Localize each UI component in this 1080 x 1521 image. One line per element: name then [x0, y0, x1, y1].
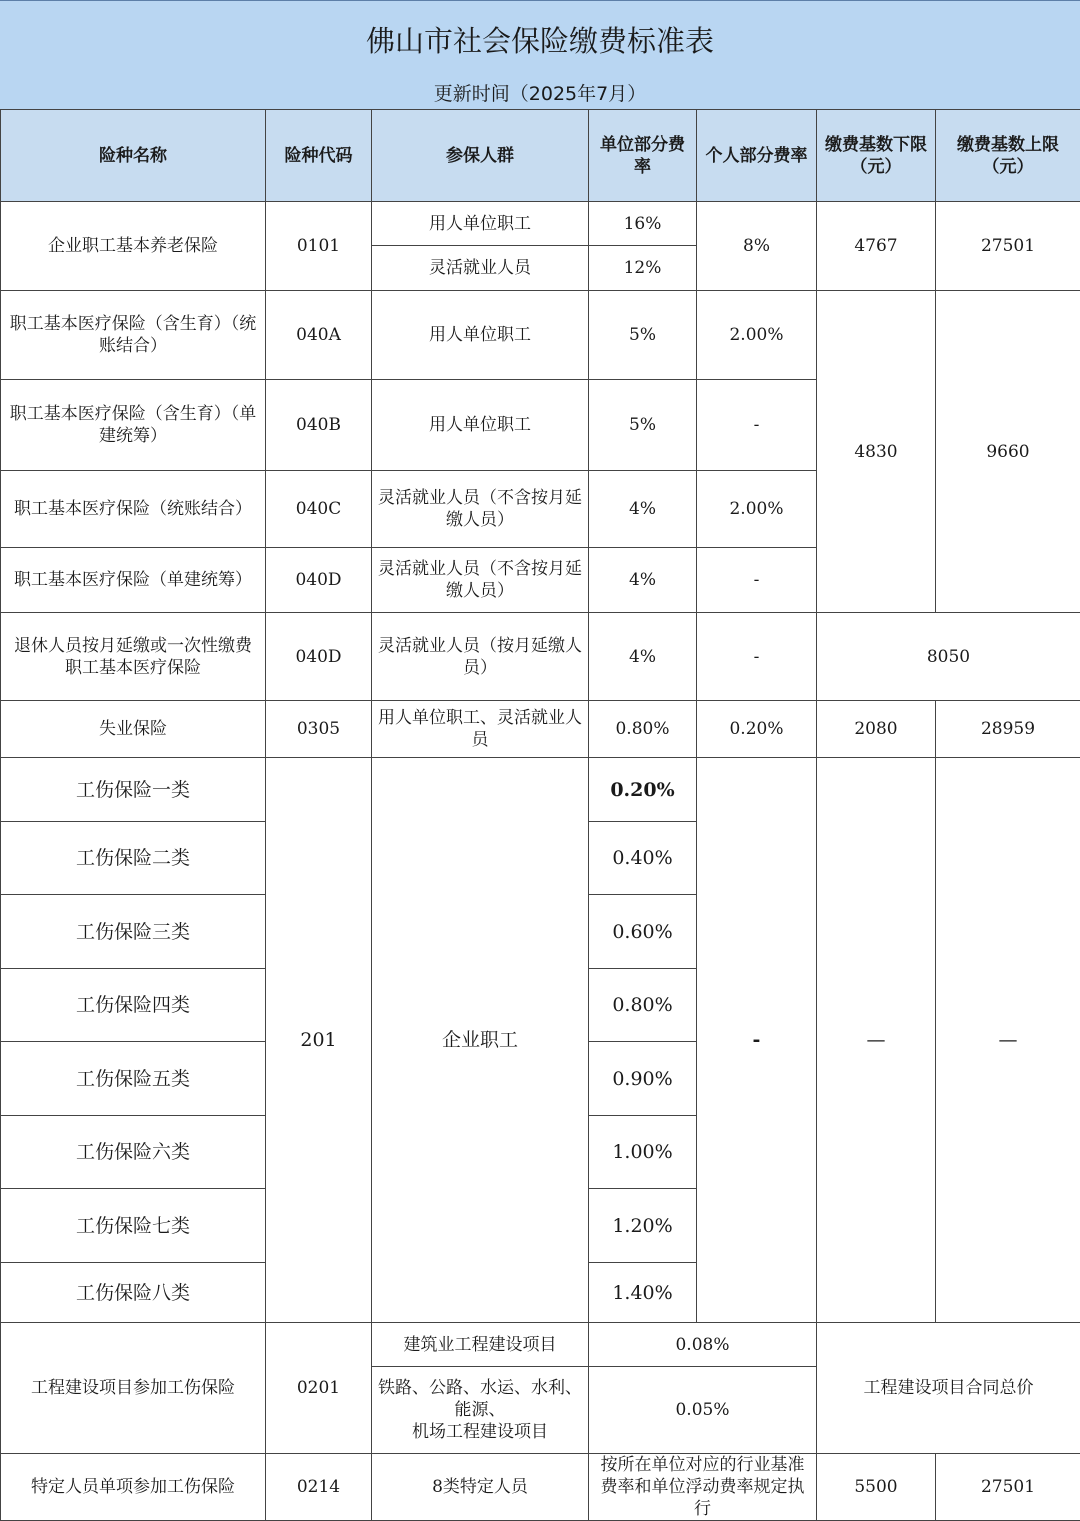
injury-class-name: 工伤保险四类 [1, 969, 266, 1042]
construction-group-2-line-1: 铁路、公路、水运、水利、能源、 [376, 1377, 584, 1421]
pension-row-1 [1, 202, 1080, 246]
construction-base: 工程建设项目合同总价 [817, 1323, 1080, 1454]
pension-code: 0101 [266, 202, 372, 291]
injury-class-name: 工伤保险七类 [1, 1189, 266, 1263]
retiree-row [1, 613, 1080, 701]
medical-d-rate: 4% [589, 548, 697, 613]
construction-group-2 [372, 1367, 589, 1454]
retiree-name [1, 613, 266, 701]
unemployment-rate: 0.80% [589, 701, 697, 758]
page-title: 佛山市社会保险缴费标准表 [0, 19, 1080, 60]
unemployment-row [1, 701, 1080, 758]
pension-group-1: 用人单位职工 [372, 202, 589, 246]
pension-rate-2: 12% [589, 246, 697, 291]
construction-group-2-line-2: 机场工程建设项目 [376, 1421, 584, 1443]
injury-class-name: 工伤保险五类 [1, 1042, 266, 1116]
medical-a-group: 用人单位职工 [372, 291, 589, 380]
unemployment-max: 28959 [936, 701, 1080, 758]
medical-c-name: 职工基本医疗保险（统账结合） [1, 471, 266, 548]
medical-b-name: 职工基本医疗保险（含生育）（单建统筹） [1, 380, 266, 471]
construction-rate-2: 0.05% [589, 1367, 817, 1454]
update-date: 更新时间（2025年7月） [0, 79, 1080, 106]
injury-class-rate: 0.20% [589, 758, 697, 822]
construction-rate-1: 0.08% [589, 1323, 817, 1367]
medical-max: 9660 [936, 291, 1080, 613]
retiree-rate: 4% [589, 613, 697, 701]
unemployment-name: 失业保险 [1, 701, 266, 758]
injury-class-rate: 0.80% [589, 969, 697, 1042]
retiree-code: 040D [266, 613, 372, 701]
injury-class-name: 工伤保险八类 [1, 1263, 266, 1323]
injury-class-rate: 0.40% [589, 822, 697, 895]
injury-code: 201 [266, 758, 372, 1323]
injury-class-rate: 1.00% [589, 1116, 697, 1189]
medical-b-rate: 5% [589, 380, 697, 471]
construction-code: 0201 [266, 1323, 372, 1454]
injury-class-name: 工伤保险六类 [1, 1116, 266, 1189]
medical-b-personal: - [697, 380, 817, 471]
header-unit-rate: 单位部分费率 [589, 110, 697, 202]
insurance-table [0, 109, 1080, 1521]
title-band [0, 0, 1080, 110]
header-code: 险种代码 [266, 110, 372, 202]
injury-class-name: 工伤保险二类 [1, 822, 266, 895]
pension-min: 4767 [817, 202, 936, 291]
retiree-name-line-1: 退休人员按月延缴或一次性缴费 [5, 635, 261, 657]
pension-max: 27501 [936, 202, 1080, 291]
medical-a-row [1, 291, 1080, 380]
retiree-name-line-2: 职工基本医疗保险 [5, 657, 261, 679]
injury-row-1 [1, 758, 1080, 822]
unemployment-personal: 0.20% [697, 701, 817, 758]
medical-min: 4830 [817, 291, 936, 613]
medical-c-rate: 4% [589, 471, 697, 548]
injury-class-rate: 0.90% [589, 1042, 697, 1116]
special-min: 5500 [817, 1454, 936, 1521]
header-base-min: 缴费基数下限（元） [817, 110, 936, 202]
special-group: 8类特定人员 [372, 1454, 589, 1521]
unemployment-group: 用人单位职工、灵活就业人员 [372, 701, 589, 758]
retiree-personal: - [697, 613, 817, 701]
construction-row-1 [1, 1323, 1080, 1367]
injury-class-rate: 1.20% [589, 1189, 697, 1263]
unemployment-min: 2080 [817, 701, 936, 758]
injury-min: — [817, 758, 936, 1323]
unemployment-code: 0305 [266, 701, 372, 758]
medical-c-group: 灵活就业人员（不含按月延缴人员） [372, 471, 589, 548]
medical-b-code: 040B [266, 380, 372, 471]
injury-class-rate: 0.60% [589, 895, 697, 969]
special-max: 27501 [936, 1454, 1080, 1521]
medical-b-group: 用人单位职工 [372, 380, 589, 471]
construction-group-1: 建筑业工程建设项目 [372, 1323, 589, 1367]
injury-class-name: 工伤保险三类 [1, 895, 266, 969]
medical-a-rate: 5% [589, 291, 697, 380]
injury-max: — [936, 758, 1080, 1323]
injury-personal: - [697, 758, 817, 1323]
injury-group: 企业职工 [372, 758, 589, 1323]
retiree-group: 灵活就业人员（按月延缴人员） [372, 613, 589, 701]
special-code: 0214 [266, 1454, 372, 1521]
header-group: 参保人群 [372, 110, 589, 202]
construction-name: 工程建设项目参加工伤保险 [1, 1323, 266, 1454]
retiree-base: 8050 [817, 613, 1080, 701]
special-rate: 按所在单位对应的行业基准费率和单位浮动费率规定执行 [589, 1454, 817, 1521]
header-name: 险种名称 [1, 110, 266, 202]
medical-c-personal: 2.00% [697, 471, 817, 548]
injury-class-rate: 1.40% [589, 1263, 697, 1323]
medical-c-code: 040C [266, 471, 372, 548]
medical-a-personal: 2.00% [697, 291, 817, 380]
header-personal-rate: 个人部分费率 [697, 110, 817, 202]
injury-class-name: 工伤保险一类 [1, 758, 266, 822]
medical-d-code: 040D [266, 548, 372, 613]
medical-a-code: 040A [266, 291, 372, 380]
pension-personal: 8% [697, 202, 817, 291]
special-row [1, 1454, 1080, 1521]
header-base-max: 缴费基数上限（元） [936, 110, 1080, 202]
medical-d-name: 职工基本医疗保险（单建统筹） [1, 548, 266, 613]
pension-rate-1: 16% [589, 202, 697, 246]
pension-group-2: 灵活就业人员 [372, 246, 589, 291]
header-row [1, 110, 1080, 202]
special-name: 特定人员单项参加工伤保险 [1, 1454, 266, 1521]
medical-a-name: 职工基本医疗保险（含生育）（统账结合） [1, 291, 266, 380]
medical-d-personal: - [697, 548, 817, 613]
pension-name: 企业职工基本养老保险 [1, 202, 266, 291]
medical-d-group: 灵活就业人员（不含按月延缴人员） [372, 548, 589, 613]
